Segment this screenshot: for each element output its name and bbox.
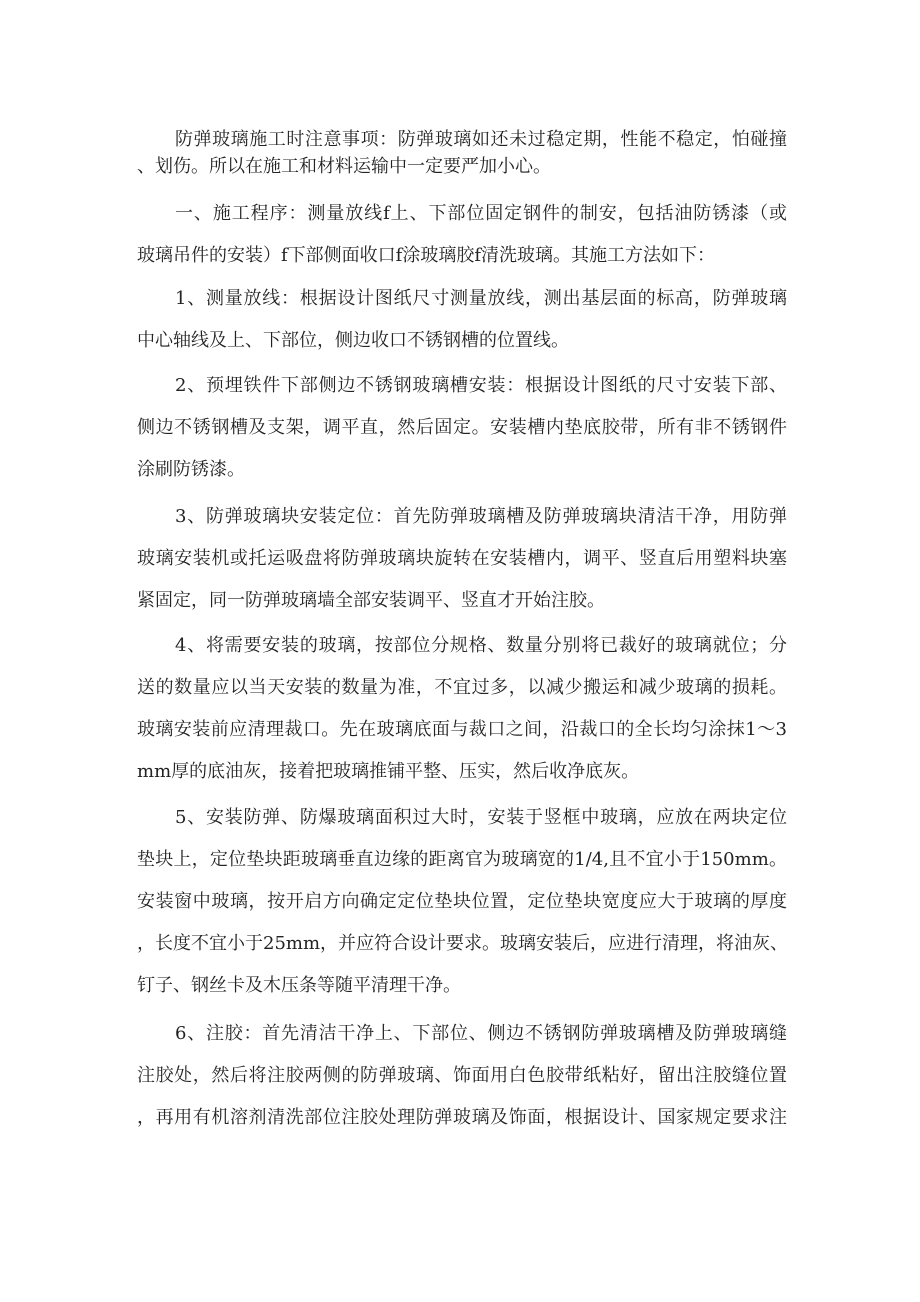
paragraph-intro [137,126,787,180]
text-line: ，再用有机溶剂清洗部位注胶处理防弹玻璃及饰面，根据设计、国家规定要求注 [137,1107,787,1128]
text-line: 侧边不锈钢槽及支架，调平直，然后固定。安装槽内垫底胶带，所有非不锈钢件 [137,417,787,438]
text-line: 紧固定，同一防弹玻璃墙全部安装调平、竖直才开始注胶。 [137,590,605,611]
text-line: 1、测量放线：根据设计图纸尺寸测量放线，测出基层面的标高，防弹玻璃 [175,288,787,309]
text-line: 4、将需要安装的玻璃，按部位分规格、数量分别将已裁好的玻璃就位；分 [175,635,787,656]
text-line: 玻璃吊件的安装）f下部侧面收口f涂玻璃胶f清洗玻璃。其施工方法如下： [137,245,715,266]
text-line: 钉子、钢丝卡及木压条等随平清理干净。 [137,975,461,996]
paragraph-step-1 [137,278,787,362]
text-line: 5、安装防弹、防爆玻璃面积过大时，安装于竖框中玻璃，应放在两块定位 [175,807,787,828]
text-line: 一、施工程序：测量放线f上、下部位固定钢件的制安，包括油防锈漆（或 [175,203,787,224]
paragraph-step-5 [137,797,787,1007]
text-line: 涂刷防锈漆。 [137,459,245,480]
text-line: 玻璃安装前应清理裁口。先在玻璃底面与裁口之间，沿裁口的全长均匀涂抹1～3 [137,719,787,740]
paragraph-step-2 [137,365,787,491]
text-line: 6、注胶：首先清洁干净上、下部位、侧边不锈钢防弹玻璃槽及防弹玻璃缝 [175,1023,787,1044]
paragraph-step-6 [137,1013,787,1139]
text-line: ，长度不宜小于25mm，并应符合设计要求。玻璃安装后，应进行清理，将油灰、 [137,933,789,954]
text-line: 3、防弹玻璃块安装定位：首先防弹玻璃槽及防弹玻璃块清洁干净，用防弹 [175,506,787,527]
text-line: 玻璃安装机或托运吸盘将防弹玻璃块旋转在安装槽内，调平、竖直后用塑料块塞 [137,548,787,569]
text-line: 中心轴线及上、下部位，侧边收口不锈钢槽的位置线。 [137,330,569,351]
text-line: mm厚的底油灰，接着把玻璃推铺平整、压实，然后收净底灰。 [137,761,640,782]
text-line: 防弹玻璃施工时注意事项：防弹玻璃如还未过稳定期，性能不稳定，怕碰撞 [175,129,787,150]
text-line: 垫块上，定位垫块距玻璃垂直边缘的距离官为玻璃宽的1/4,且不宜小于150mm。 [137,849,787,870]
paragraph-step-4 [137,625,787,793]
paragraph-step-3 [137,496,787,622]
text-line: 安装窗中玻璃，按开启方向确定定位垫块位置，定位垫块宽度应大于玻璃的厚度 [137,891,787,912]
text-line: 送的数量应以当天安装的数量为准，不宜过多，以减少搬运和减少玻璃的损耗。 [137,677,787,698]
text-line: 、划伤。所以在施工和材料运输中一定要严加小心。 [137,156,551,177]
text-line: 2、预埋铁件下部侧边不锈钢玻璃槽安装：根据设计图纸的尺寸安装下部、 [175,375,787,396]
paragraph-procedure [137,193,787,277]
text-line: 注胶处，然后将注胶两侧的防弹玻璃、饰面用白色胶带纸粘好，留出注胶缝位置 [137,1065,787,1086]
